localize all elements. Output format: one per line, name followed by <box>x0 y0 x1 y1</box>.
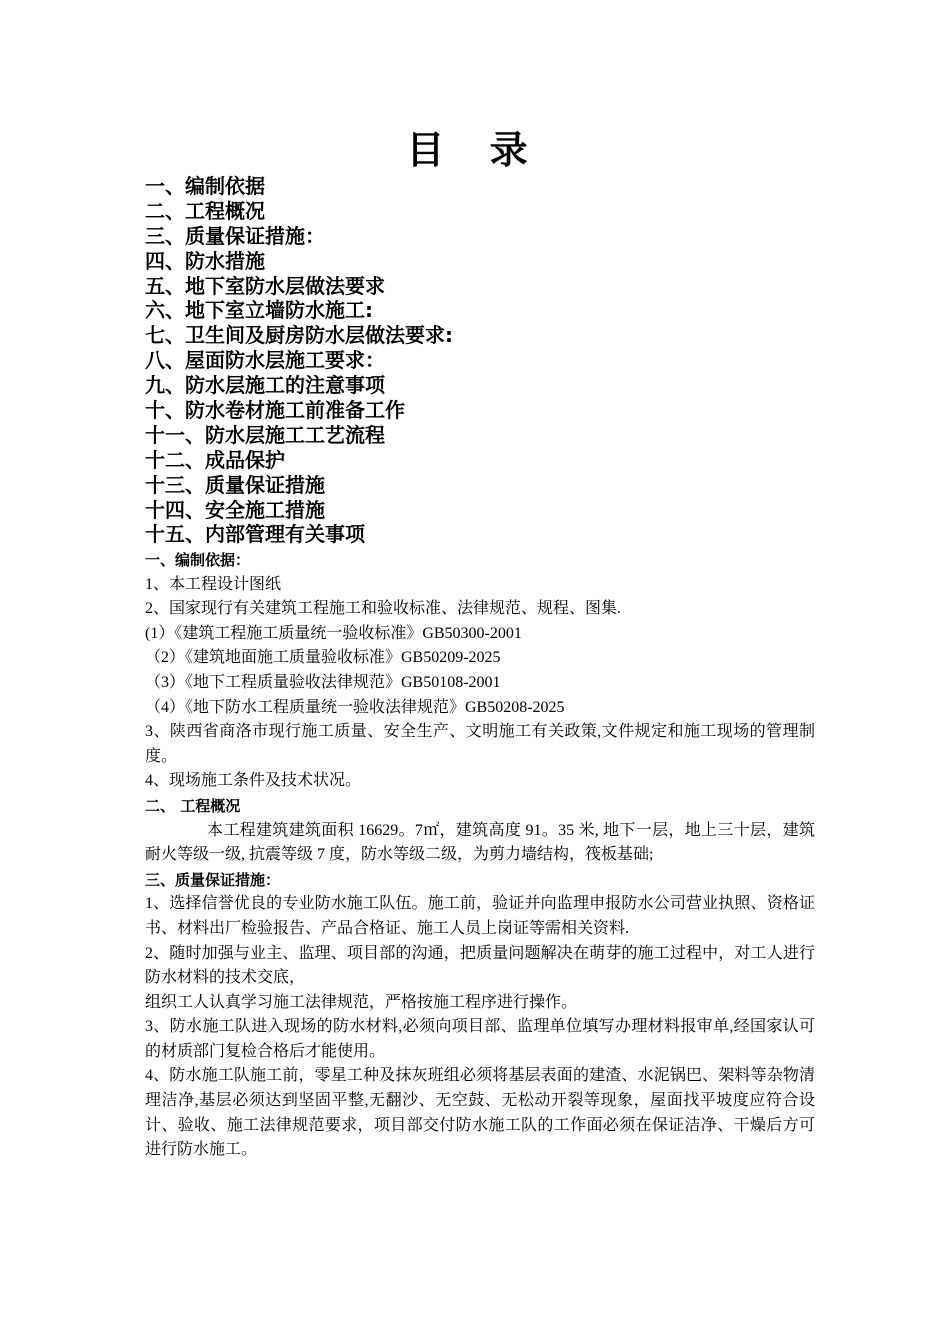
paragraph: 1、本工程设计图纸 <box>145 575 282 593</box>
toc-item: 七、卫生间及厨房防水层做法要求: <box>145 323 453 348</box>
toc-item: 十、防水卷材施工前准备工作 <box>145 398 405 423</box>
toc-item: 三、质量保证措施： <box>145 223 325 248</box>
paragraph: 3、陕西省商洛市现行施工质量、安全生产、文明施工有关政策,文件规定和施工现场的管理制度。 <box>145 723 815 765</box>
toc-item: 十一、防水层施工工艺流程 <box>145 422 385 447</box>
paragraph: (1）《建筑工程施工质量统一验收标准》GB50300-2001 <box>145 624 522 642</box>
page-title: 目 录 <box>406 127 544 172</box>
toc-item: 二、工程概况 <box>145 198 265 223</box>
paragraph: 组织工人认真学习施工法律规范，严格按施工程序进行操作。 <box>145 993 578 1011</box>
toc-item: 十三、质量保证措施 <box>145 472 325 497</box>
paragraph: （3）《地下工程质量验收法律规范》GB50108-2001 <box>145 673 501 691</box>
paragraph: 4、现场施工条件及技术状况。 <box>145 772 362 790</box>
paragraph: 本工程建筑建筑面积 16629。7㎡，建筑高度 91。35 米, 地下一层，地上三十层，建筑耐火等级一级, 抗震等级 7 度，防水等级二级，为剪力墙结构，筏板基础; <box>145 821 815 864</box>
paragraph: 2、国家现行有关建筑工程施工和验收标准、法律规范、规程、图集. <box>145 600 622 618</box>
toc-item: 八、屋面防水层施工要求： <box>145 348 385 373</box>
paragraph: （2）《建筑地面施工质量验收标准》GB50209-2025 <box>145 649 501 667</box>
table-of-contents <box>145 174 453 547</box>
section-heading: 三、质量保证措施： <box>145 870 281 889</box>
paragraph: （4）《地下防水工程质量统一验收法律规范》GB50208-2025 <box>145 698 565 716</box>
paragraph: 2、随时加强与业主、监理、项目部的沟通，把质量问题解决在萌芽的施工过程中，对工人进行防水材料的技术交底， <box>145 944 815 987</box>
toc-item: 十四、安全施工措施 <box>145 497 325 522</box>
document-body <box>145 548 815 1163</box>
paragraph: 3、防水施工队进入现场的防水材料,必须向项目部、监理单位填写办理材料报审单,经国家认可的材质部门复检合格后才能使用。 <box>145 1018 815 1060</box>
toc-item: 六、地下室立墙防水施工: <box>145 298 373 323</box>
toc-item: 一、编制依据 <box>145 174 265 198</box>
toc-item: 九、防水层施工的注意事项 <box>145 373 385 398</box>
paragraph: 4、防水施工队施工前，零星工种及抹灰班组必须将基层表面的建渣、水泥锅巴、架料等杂物清理洁净,基层必须达到坚固平整,无翻沙、无空鼓、无松动开裂等现象，屋面找平坡度应符合设计、验收、施工法律规范要求，项目部交付防水施工队的工作面必须在保证洁净、干燥后方可进行防水施工。 <box>145 1067 815 1159</box>
toc-item: 五、地下室防水层做法要求 <box>145 273 385 298</box>
toc-item: 十五、内部管理有关事项 <box>145 522 365 547</box>
toc-item: 四、防水措施 <box>145 248 265 273</box>
paragraph: 1、选择信誉优良的专业防水施工队伍。施工前，验证并向监理申报防水公司营业执照、资格证书、材料出厂检验报告、产品合格证、施工人员上岗证等需相关资料. <box>145 895 815 937</box>
toc-item: 十二、成品保护 <box>145 447 285 472</box>
section-heading: 一、编制依据： <box>145 551 251 569</box>
section-heading: 二、 工程概况 <box>145 796 241 815</box>
